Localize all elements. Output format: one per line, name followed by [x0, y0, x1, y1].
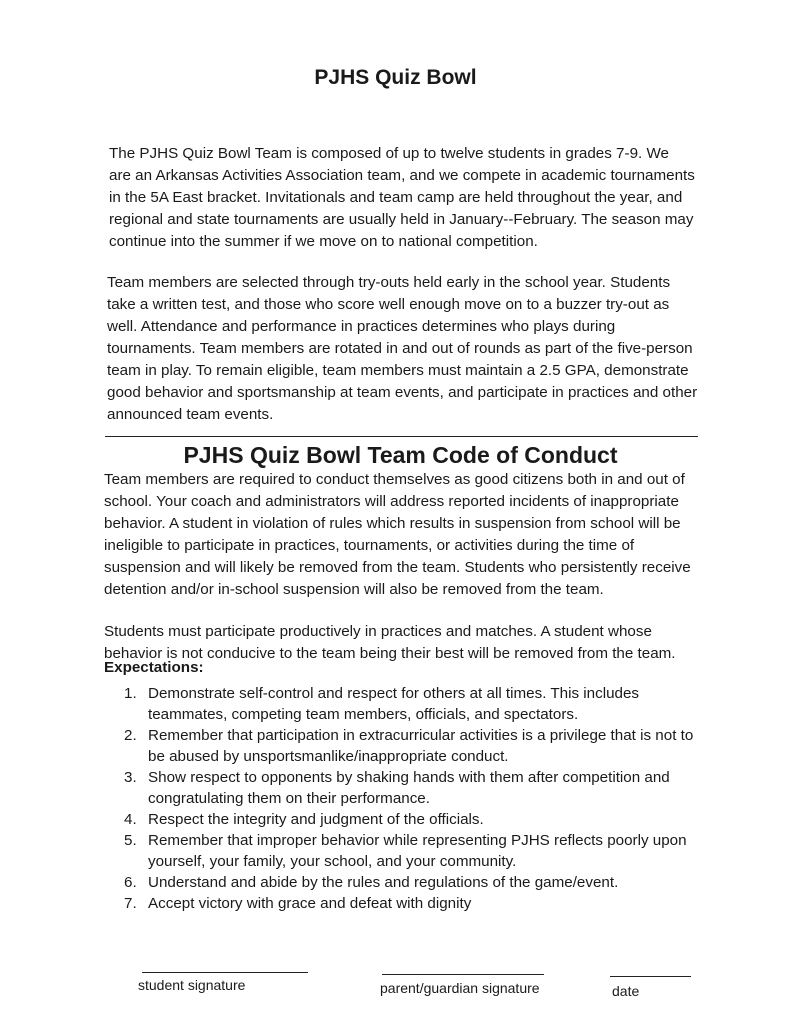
- text-line: school. Your coach and administrators will address reported incidents of inappropriate: [104, 493, 679, 510]
- expectations-list: [124, 683, 693, 914]
- text-line: Demonstrate self-control and respect for others at all times. This includes: [148, 685, 639, 702]
- text-line: teammates, competing team members, officials, and spectators.: [148, 706, 579, 723]
- text-line: continue into the summer if we move on to national competition.: [109, 233, 538, 250]
- text-line: Team members are selected through try-outs held early in the school year. Students: [107, 274, 671, 291]
- text-line: The PJHS Quiz Bowl Team is composed of up to twelve students in grades 7-9. We: [109, 145, 669, 162]
- code-of-conduct-heading: PJHS Quiz Bowl Team Code of Conduct: [183, 442, 618, 468]
- item-text: [148, 830, 687, 872]
- item-number: 2.: [124, 727, 137, 744]
- text-line: suspension and will likely be removed from the team. Students who persistently receive: [104, 559, 691, 576]
- item-number: 4.: [124, 811, 137, 828]
- intro-paragraph-2: [107, 272, 697, 426]
- student-signature-label: student signature: [138, 977, 246, 993]
- text-line: congratulating them on their performance.: [148, 790, 430, 807]
- text-line: good behavior and sportsmanship at team events, and participate in practices and other: [107, 384, 698, 401]
- text-line: in the 5A East bracket. Invitationals and team camp are held throughout the year, and: [109, 189, 683, 206]
- item-text: [148, 767, 670, 809]
- item-text: [148, 872, 618, 893]
- text-line: Remember that improper behavior while representing PJHS reflects poorly upon: [148, 832, 687, 849]
- text-line: ineligible to participate in practices, tournaments, or activities during the time of: [104, 537, 635, 554]
- text-line: team in play. To remain eligible, team members must maintain a 2.5 GPA, demonstrate: [107, 362, 689, 379]
- text-line: Understand and abide by the rules and regulations of the game/event.: [148, 874, 619, 891]
- text-line: Team members are required to conduct themselves as good citizens both in and out of: [104, 471, 685, 488]
- item-text: [148, 893, 471, 914]
- text-line: well. Attendance and performance in practices determines who plays during: [107, 318, 616, 335]
- text-line: regional and state tournaments are usually held in January--February. The season may: [109, 211, 694, 228]
- student-signature-line: [142, 972, 308, 973]
- item-number: 3.: [124, 769, 137, 786]
- expectation-item: [124, 767, 693, 809]
- item-number: 5.: [124, 832, 137, 849]
- expectation-item: [124, 809, 693, 830]
- text-line: Accept victory with grace and defeat with dignity: [148, 895, 472, 912]
- expectation-item: [124, 830, 693, 872]
- text-line: yourself, your family, your school, and your community.: [148, 853, 517, 870]
- item-text: [148, 809, 484, 830]
- item-number: 1.: [124, 685, 137, 702]
- intro-paragraph-1: [109, 143, 695, 253]
- expectation-item: [124, 893, 693, 914]
- item-text: [148, 683, 639, 725]
- item-text: [148, 725, 693, 767]
- text-line: detention and/or in-school suspension will also be removed from the team.: [104, 581, 604, 598]
- expectations-label: Expectations:: [104, 659, 204, 676]
- expectation-item: [124, 725, 693, 767]
- parent-signature-label: parent/guardian signature: [380, 980, 540, 996]
- text-line: Students must participate productively in practices and matches. A student whose: [104, 623, 652, 640]
- text-line: Respect the integrity and judgment of the officials.: [148, 811, 484, 828]
- text-line: Remember that participation in extracurricular activities is a privilege that is not to: [148, 727, 694, 744]
- expectation-item: [124, 872, 693, 893]
- section-divider: [105, 436, 698, 437]
- page-title: PJHS Quiz Bowl: [314, 66, 477, 89]
- code-paragraph-1: [104, 469, 691, 601]
- item-number: 7.: [124, 895, 137, 912]
- text-line: are an Arkansas Activities Association team, and we compete in academic tournaments: [109, 167, 695, 184]
- text-line: take a written test, and those who score well enough move on to a buzzer try-out as: [107, 296, 670, 313]
- text-line: Show respect to opponents by shaking hands with them after competition and: [148, 769, 670, 786]
- date-line: [610, 976, 691, 977]
- expectation-item: [124, 683, 693, 725]
- text-line: behavior is not conducive to the team being their best will be removed from the team.: [104, 645, 676, 662]
- text-line: announced team events.: [107, 406, 274, 423]
- parent-signature-line: [382, 974, 544, 975]
- date-label: date: [612, 983, 640, 999]
- item-number: 6.: [124, 874, 137, 891]
- text-line: tournaments. Team members are rotated in and out of rounds as part of the five-person: [107, 340, 693, 357]
- text-line: behavior. A student in violation of rules which results in suspension from school will be: [104, 515, 681, 532]
- text-line: be abused by unsportsmanlike/inappropriate conduct.: [148, 748, 509, 765]
